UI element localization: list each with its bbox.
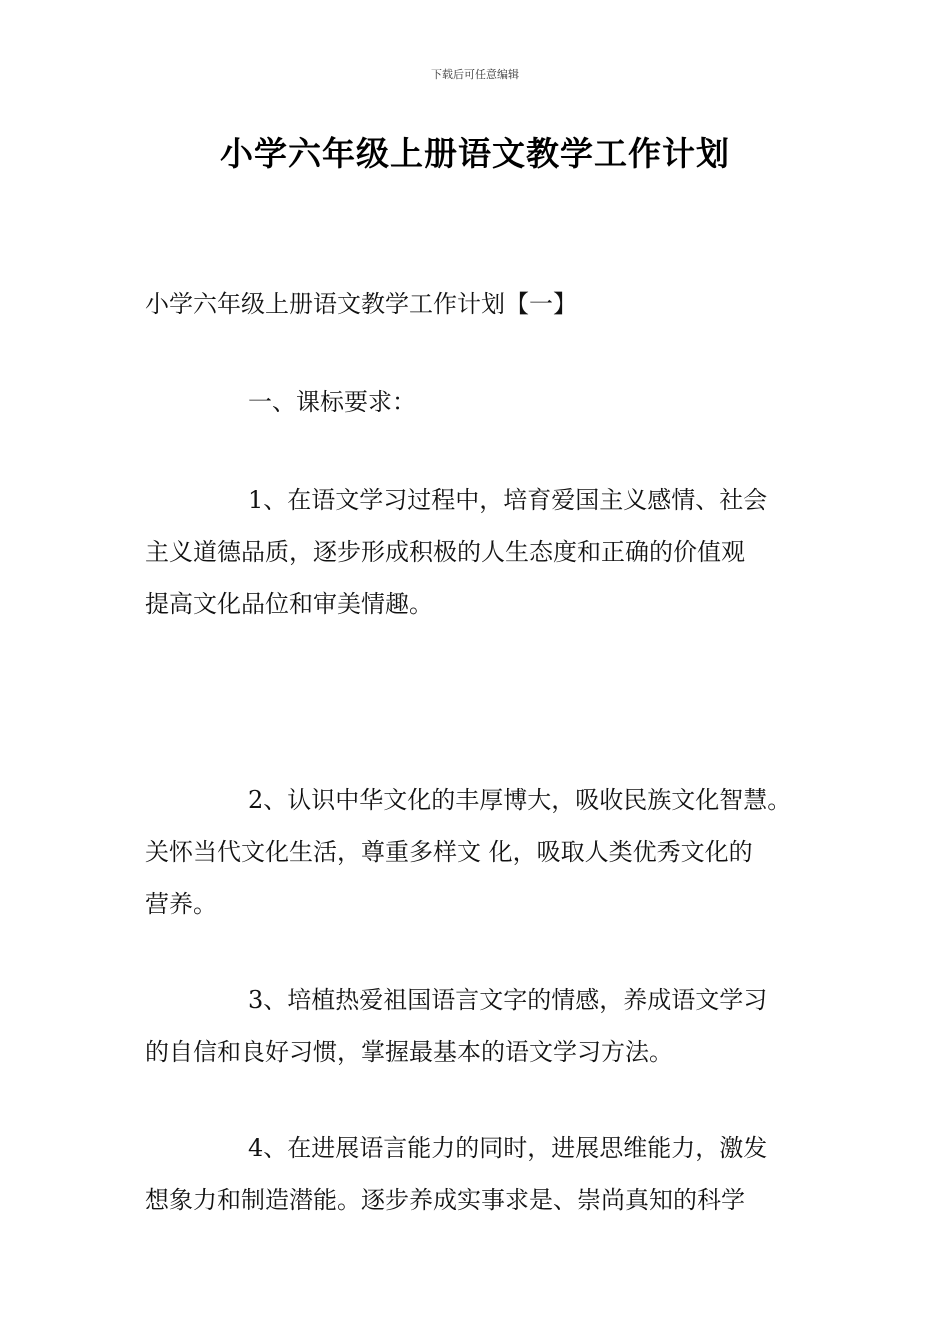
paragraph-line: 4、在进展语言能力的同时，进展思维能力，激发 [248,1134,768,1162]
document-title: 小学六年级上册语文教学工作计划 [220,134,730,173]
paragraph-line: 主义道德品质，逐步形成积极的人生态度和正确的价值观 [145,538,745,566]
paragraph-2 [145,774,835,930]
paragraph-line: 2、认识中华文化的丰厚博大，吸收民族文化智慧。 [248,786,792,814]
sub-heading-curriculum-requirements: 一、课标要求： [248,388,416,416]
section-heading: 小学六年级上册语文教学工作计划【一】 [145,290,577,318]
paragraph-3 [145,974,835,1078]
paragraph-1 [145,474,835,630]
paragraph-line: 想象力和制造潜能。逐步养成实事求是、崇尚真知的科学 [145,1186,745,1214]
paragraph-line: 提高文化品位和审美情趣。 [145,590,433,618]
paragraph-4 [145,1122,835,1226]
paragraph-line: 1、在语文学习过程中，培育爱国主义感情、社会 [248,486,768,514]
paragraph-line: 的自信和良好习惯，掌握最基本的语文学习方法。 [145,1038,673,1066]
paragraph-line: 3、培植热爱祖国语言文字的情感，养成语文学习 [248,986,768,1014]
paragraph-line: 关怀当代文化生活，尊重多样文 化，吸取人类优秀文化的 [145,838,753,866]
header-note: 下载后可任意编辑 [431,68,519,81]
paragraph-line: 营养。 [145,890,217,918]
